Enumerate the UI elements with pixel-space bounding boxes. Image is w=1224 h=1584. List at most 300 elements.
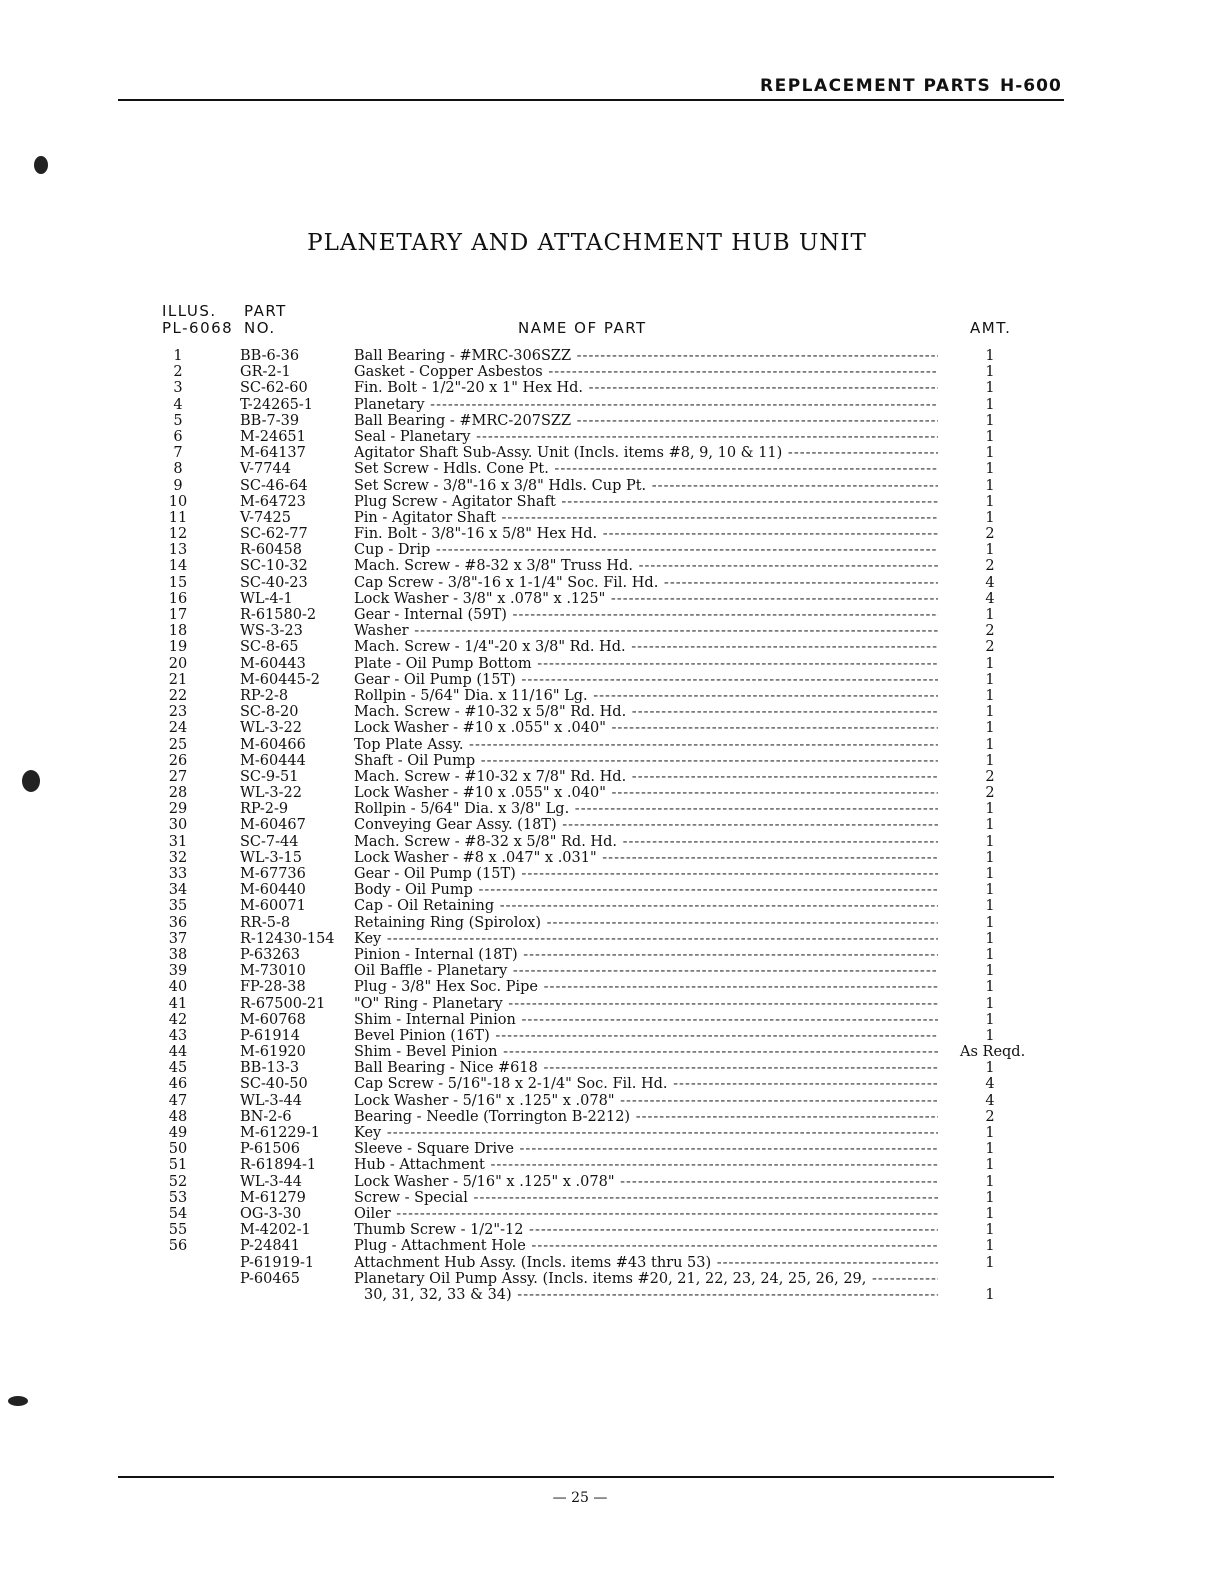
- table-row: [0, 882, 1224, 898]
- part-number: BB-13-3: [240, 1060, 300, 1077]
- table-row: [0, 963, 1224, 979]
- part-name: Lock Washer - 3/8" x .078" x .125" -----: [354, 591, 938, 607]
- part-name: Attachment Hub Assy. (Incls. items #43 thru 53) -----: [354, 1255, 938, 1271]
- bottom-rule: [118, 1476, 1054, 1478]
- part-number: M-64723: [240, 493, 306, 510]
- part-number: WL-3-22: [240, 785, 303, 802]
- column-header-part-line1: PART: [244, 302, 287, 320]
- part-number: FP-28-38: [240, 979, 306, 996]
- amount: 1: [985, 979, 995, 996]
- table-row: [0, 397, 1224, 413]
- item-number: 44: [168, 1044, 188, 1061]
- item-number: 37: [168, 930, 188, 947]
- table-row: [0, 607, 1224, 623]
- item-number: 30: [168, 817, 188, 834]
- table-row: [0, 1141, 1224, 1157]
- amount: 1: [985, 493, 995, 510]
- item-number: 2: [173, 364, 183, 381]
- table-row: [0, 575, 1224, 591]
- part-number: M-64137: [240, 445, 306, 462]
- item-number: 48: [168, 1108, 188, 1125]
- amount: 1: [985, 1011, 995, 1028]
- table-row: [0, 1190, 1224, 1206]
- amount: 2: [985, 639, 995, 656]
- item-number: 9: [173, 477, 183, 494]
- part-name: Lock Washer - 5/16" x .125" x .078" -----: [354, 1174, 938, 1190]
- part-name: Cap - Oil Retaining -----: [354, 898, 938, 914]
- item-number: 56: [168, 1238, 188, 1255]
- part-number: SC-8-65: [240, 639, 299, 656]
- item-number: 42: [168, 1011, 188, 1028]
- part-name: Sleeve - Square Drive -----: [354, 1141, 938, 1157]
- table-row: [0, 542, 1224, 558]
- part-name: Screw - Special -----: [354, 1190, 938, 1206]
- amount: 1: [985, 461, 995, 478]
- table-row: [0, 737, 1224, 753]
- part-name: Pinion - Internal (18T) -----: [354, 947, 938, 963]
- part-number: P-61919-1: [240, 1254, 315, 1271]
- amount: 4: [985, 590, 995, 607]
- item-number: 49: [168, 1125, 188, 1141]
- item-number: 52: [168, 1173, 188, 1190]
- amount: 1: [985, 1173, 995, 1190]
- table-row: [0, 1012, 1224, 1028]
- amount: 1: [985, 720, 995, 737]
- amount: 1: [985, 1125, 995, 1141]
- item-number: 17: [168, 607, 188, 623]
- table-row: [0, 1060, 1224, 1076]
- item-number: 35: [168, 898, 188, 915]
- item-number: 36: [168, 914, 188, 931]
- table-row: [0, 672, 1224, 688]
- part-number: WL-3-44: [240, 1092, 303, 1109]
- part-number: WL-3-44: [240, 1173, 303, 1190]
- table-row: [0, 1238, 1224, 1254]
- item-number: 12: [168, 526, 188, 543]
- amount: 1: [985, 963, 995, 980]
- table-row: [0, 688, 1224, 704]
- amount: 1: [985, 1060, 995, 1077]
- part-name: Key -----: [354, 1125, 938, 1141]
- amount: 1: [985, 817, 995, 834]
- item-number: 27: [168, 768, 188, 785]
- item-number: 54: [168, 1205, 188, 1222]
- column-header-illus-line2: PL-6068: [162, 319, 234, 337]
- item-number: 46: [168, 1076, 188, 1093]
- item-number: 53: [168, 1189, 188, 1206]
- table-row: [0, 1044, 1224, 1060]
- table-row: [0, 380, 1224, 396]
- part-name: Hub - Attachment -----: [354, 1157, 938, 1173]
- parts-table: [0, 348, 1224, 1303]
- table-row: [0, 558, 1224, 574]
- column-header-part-line2: NO.: [244, 319, 276, 337]
- part-name: Rollpin - 5/64" Dia. x 3/8" Lg. -----: [354, 801, 938, 817]
- item-number: 13: [168, 542, 188, 559]
- part-number: SC-62-60: [240, 380, 308, 397]
- amount: 1: [985, 704, 995, 721]
- part-number: WL-3-22: [240, 720, 303, 737]
- table-row: [0, 1125, 1224, 1141]
- item-number: 11: [168, 509, 188, 526]
- amount: 1: [985, 946, 995, 963]
- part-number: SC-40-50: [240, 1076, 308, 1093]
- item-number: 32: [168, 849, 188, 866]
- part-name: Mach. Screw - 1/4"-20 x 3/8" Rd. Hd. -----: [354, 639, 938, 655]
- part-number: BB-7-39: [240, 412, 300, 429]
- part-name: Key -----: [354, 931, 938, 947]
- column-header-amt: AMT.: [970, 319, 1012, 337]
- part-name: Fin. Bolt - 1/2"-20 x 1" Hex Hd. -----: [354, 380, 938, 396]
- item-number: 20: [168, 655, 188, 672]
- amount: 1: [985, 348, 995, 364]
- amount: 1: [985, 930, 995, 947]
- table-row: [0, 915, 1224, 931]
- table-row: [0, 445, 1224, 461]
- part-number: SC-8-20: [240, 704, 299, 721]
- part-number: R-67500-21: [240, 995, 326, 1012]
- part-name: Thumb Screw - 1/2"-12 -----: [354, 1222, 938, 1238]
- part-name: Rollpin - 5/64" Dia. x 11/16" Lg. -----: [354, 688, 938, 704]
- amount: 1: [985, 1238, 995, 1255]
- part-number: M-24651: [240, 428, 306, 445]
- part-number: P-61506: [240, 1141, 300, 1158]
- part-number: V-7425: [240, 509, 291, 526]
- part-number: R-12430-154: [240, 930, 335, 947]
- part-name: Shim - Bevel Pinion -----: [354, 1044, 938, 1060]
- amount: 1: [985, 898, 995, 915]
- part-name: Planetary Oil Pump Assy. (Incls. items #20, 21, 22, 23, 24, 25, 26, 29, -----: [354, 1271, 938, 1287]
- table-row: [0, 1271, 1224, 1287]
- part-name: Bevel Pinion (16T) -----: [354, 1028, 938, 1044]
- table-row: [0, 898, 1224, 914]
- part-name: Cap Screw - 3/8"-16 x 1-1/4" Soc. Fil. Hd. -----: [354, 575, 938, 591]
- table-row: [0, 1028, 1224, 1044]
- part-number: M-73010: [240, 963, 306, 980]
- item-number: 15: [168, 574, 188, 591]
- part-name: Washer -----: [354, 623, 938, 639]
- item-number: 4: [173, 396, 183, 413]
- part-number: M-60467: [240, 817, 306, 834]
- part-number: M-61920: [240, 1044, 306, 1061]
- part-number: SC-46-64: [240, 477, 308, 494]
- item-number: 1: [173, 348, 183, 364]
- item-number: 18: [168, 623, 188, 640]
- part-name: Ball Bearing - Nice #618 -----: [354, 1060, 938, 1076]
- table-row: [0, 1255, 1224, 1271]
- part-number: M-61229-1: [240, 1125, 320, 1141]
- amount: 1: [985, 752, 995, 769]
- part-name: Body - Oil Pump -----: [354, 882, 938, 898]
- table-row: [0, 639, 1224, 655]
- amount: 1: [985, 736, 995, 753]
- header-label: REPLACEMENT PARTS: [760, 76, 992, 96]
- amount: 2: [985, 623, 995, 640]
- item-number: 10: [168, 493, 188, 510]
- item-number: 33: [168, 866, 188, 882]
- part-number: P-61914: [240, 1027, 300, 1044]
- amount: 1: [985, 801, 995, 818]
- table-row: [0, 348, 1224, 364]
- header-model: H-600: [1000, 76, 1062, 96]
- part-number: OG-3-30: [240, 1205, 302, 1222]
- amount: 1: [985, 509, 995, 526]
- item-number: 38: [168, 946, 188, 963]
- part-number: R-61894-1: [240, 1157, 317, 1174]
- item-number: 25: [168, 736, 188, 753]
- part-name-continuation: 30, 31, 32, 33 & 34) -----: [364, 1287, 938, 1303]
- table-row: [0, 591, 1224, 607]
- amount: 4: [985, 1076, 995, 1093]
- table-row-continuation: [0, 1287, 1224, 1303]
- part-number: M-60444: [240, 752, 306, 769]
- part-name: Plug - Attachment Hole -----: [354, 1238, 938, 1254]
- item-number: 22: [168, 687, 188, 704]
- item-number: 16: [168, 590, 188, 607]
- table-row: [0, 1093, 1224, 1109]
- table-row: [0, 834, 1224, 850]
- item-number: 50: [168, 1141, 188, 1158]
- amount: 1: [985, 882, 995, 899]
- part-name: Lock Washer - 5/16" x .125" x .078" -----: [354, 1093, 938, 1109]
- amount: 1: [985, 1286, 995, 1303]
- part-name: Seal - Planetary -----: [354, 429, 938, 445]
- amount: 1: [985, 412, 995, 429]
- item-number: 6: [173, 428, 183, 445]
- column-header-part: [244, 303, 287, 337]
- binding-hole-mark: [8, 1396, 28, 1406]
- amount: 1: [985, 1222, 995, 1239]
- item-number: 31: [168, 833, 188, 850]
- page-title: PLANETARY AND ATTACHMENT HUB UNIT: [307, 230, 867, 256]
- part-number: M-4202-1: [240, 1222, 311, 1239]
- item-number: 7: [173, 445, 183, 462]
- amount: 4: [985, 1092, 995, 1109]
- amount: 1: [985, 1254, 995, 1271]
- part-name: Plug - 3/8" Hex Soc. Pipe -----: [354, 979, 938, 995]
- item-number: 39: [168, 963, 188, 980]
- part-number: M-67736: [240, 866, 306, 882]
- part-name: Set Screw - 3/8"-16 x 3/8" Hdls. Cup Pt. -----: [354, 478, 938, 494]
- table-row: [0, 1076, 1224, 1092]
- amount: 2: [985, 768, 995, 785]
- part-number: M-61279: [240, 1189, 306, 1206]
- part-number: P-24841: [240, 1238, 300, 1255]
- table-row: [0, 510, 1224, 526]
- item-number: 34: [168, 882, 188, 899]
- part-name: Bearing - Needle (Torrington B-2212) -----: [354, 1109, 938, 1125]
- item-number: 47: [168, 1092, 188, 1109]
- table-row: [0, 1157, 1224, 1173]
- amount: 4: [985, 574, 995, 591]
- part-number: RR-5-8: [240, 914, 291, 931]
- amount: 1: [985, 866, 995, 882]
- part-name: Lock Washer - #8 x .047" x .031" -----: [354, 850, 938, 866]
- part-number: M-60466: [240, 736, 306, 753]
- table-row: [0, 704, 1224, 720]
- table-row: [0, 720, 1224, 736]
- item-number: 40: [168, 979, 188, 996]
- amount: As Reqd.: [960, 1044, 1026, 1061]
- table-row: [0, 526, 1224, 542]
- amount: 1: [985, 995, 995, 1012]
- table-row: [0, 947, 1224, 963]
- table-row: [0, 817, 1224, 833]
- amount: 1: [985, 833, 995, 850]
- amount: 1: [985, 1157, 995, 1174]
- table-row: [0, 1222, 1224, 1238]
- amount: 1: [985, 380, 995, 397]
- amount: 1: [985, 1141, 995, 1158]
- item-number: 29: [168, 801, 188, 818]
- part-name: Mach. Screw - #10-32 x 5/8" Rd. Hd. -----: [354, 704, 938, 720]
- top-rule: [118, 99, 1064, 101]
- amount: 1: [985, 477, 995, 494]
- amount: 1: [985, 542, 995, 559]
- amount: 1: [985, 849, 995, 866]
- item-number: 51: [168, 1157, 188, 1174]
- item-number: 41: [168, 995, 188, 1012]
- part-number: P-60465: [240, 1270, 300, 1287]
- amount: 1: [985, 396, 995, 413]
- part-number: WS-3-23: [240, 623, 303, 640]
- part-number: M-60071: [240, 898, 306, 915]
- table-row: [0, 364, 1224, 380]
- binding-hole-mark: [34, 156, 48, 174]
- amount: 1: [985, 445, 995, 462]
- item-number: 24: [168, 720, 188, 737]
- item-number: 5: [173, 412, 183, 429]
- part-name: Gear - Internal (59T) -----: [354, 607, 938, 623]
- part-number: BB-6-36: [240, 348, 300, 364]
- amount: 1: [985, 428, 995, 445]
- amount: 1: [985, 364, 995, 381]
- part-number: M-60768: [240, 1011, 306, 1028]
- part-number: RP-2-9: [240, 801, 289, 818]
- part-number: GR-2-1: [240, 364, 291, 381]
- part-number: M-60445-2: [240, 671, 320, 688]
- part-name: Lock Washer - #10 x .055" x .040" -----: [354, 720, 938, 736]
- part-name: Shaft - Oil Pump -----: [354, 753, 938, 769]
- part-name: Gasket - Copper Asbestos -----: [354, 364, 938, 380]
- part-number: WL-4-1: [240, 590, 293, 607]
- part-number: V-7744: [240, 461, 291, 478]
- item-number: 43: [168, 1027, 188, 1044]
- amount: 1: [985, 1189, 995, 1206]
- amount: 2: [985, 1108, 995, 1125]
- table-row: [0, 656, 1224, 672]
- part-name: Lock Washer - #10 x .055" x .040" -----: [354, 785, 938, 801]
- table-row: [0, 494, 1224, 510]
- item-number: 8: [173, 461, 183, 478]
- item-number: 14: [168, 558, 188, 575]
- column-header-illus: [162, 303, 233, 337]
- part-name: Cup - Drip -----: [354, 542, 938, 558]
- table-row: [0, 413, 1224, 429]
- amount: 1: [985, 687, 995, 704]
- part-number: R-60458: [240, 542, 302, 559]
- amount: 2: [985, 526, 995, 543]
- part-name: Gear - Oil Pump (15T) -----: [354, 866, 938, 882]
- part-name: "O" Ring - Planetary -----: [354, 996, 938, 1012]
- part-number: P-63263: [240, 946, 300, 963]
- part-number: BN-2-6: [240, 1108, 292, 1125]
- part-name: Oil Baffle - Planetary -----: [354, 963, 938, 979]
- part-number: SC-9-51: [240, 768, 299, 785]
- part-name: Gear - Oil Pump (15T) -----: [354, 672, 938, 688]
- part-name: Ball Bearing - #MRC-306SZZ -----: [354, 348, 938, 364]
- table-row: [0, 785, 1224, 801]
- part-number: R-61580-2: [240, 607, 317, 623]
- part-name: Oiler -----: [354, 1206, 938, 1222]
- item-number: 55: [168, 1222, 188, 1239]
- part-number: M-60440: [240, 882, 306, 899]
- amount: 1: [985, 1027, 995, 1044]
- part-name: Pin - Agitator Shaft -----: [354, 510, 938, 526]
- part-name: Agitator Shaft Sub-Assy. Unit (Incls. items #8, 9, 10 & 11) -----: [354, 445, 938, 461]
- table-row: [0, 769, 1224, 785]
- part-name: Mach. Screw - #8-32 x 3/8" Truss Hd. -----: [354, 558, 938, 574]
- part-name: Conveying Gear Assy. (18T) -----: [354, 817, 938, 833]
- part-name: Plug Screw - Agitator Shaft -----: [354, 494, 938, 510]
- part-number: SC-10-32: [240, 558, 308, 575]
- table-row: [0, 801, 1224, 817]
- item-number: 21: [168, 671, 188, 688]
- amount: 1: [985, 655, 995, 672]
- item-number: 26: [168, 752, 188, 769]
- table-row: [0, 753, 1224, 769]
- amount: 1: [985, 914, 995, 931]
- item-number: 3: [173, 380, 183, 397]
- part-name: Shim - Internal Pinion -----: [354, 1012, 938, 1028]
- table-row: [0, 429, 1224, 445]
- amount: 1: [985, 671, 995, 688]
- page-number: — 25 —: [552, 1490, 608, 1506]
- part-number: SC-7-44: [240, 833, 299, 850]
- amount: 1: [985, 607, 995, 623]
- amount: 2: [985, 785, 995, 802]
- part-name: Ball Bearing - #MRC-207SZZ -----: [354, 413, 938, 429]
- table-row: [0, 1206, 1224, 1222]
- part-number: SC-62-77: [240, 526, 308, 543]
- part-name: Plate - Oil Pump Bottom -----: [354, 656, 938, 672]
- part-name: Mach. Screw - #10-32 x 7/8" Rd. Hd. -----: [354, 769, 938, 785]
- table-row: [0, 931, 1224, 947]
- table-row: [0, 1174, 1224, 1190]
- part-number: M-60443: [240, 655, 306, 672]
- column-header-name: NAME OF PART: [518, 319, 647, 337]
- part-name: Cap Screw - 5/16"-18 x 2-1/4" Soc. Fil. Hd. -----: [354, 1076, 938, 1092]
- table-row: [0, 979, 1224, 995]
- part-name: Retaining Ring (Spirolox) -----: [354, 915, 938, 931]
- table-row: [0, 996, 1224, 1012]
- item-number: 28: [168, 785, 188, 802]
- part-number: SC-40-23: [240, 574, 308, 591]
- column-header-illus-line1: ILLUS.: [162, 302, 217, 320]
- table-row: [0, 478, 1224, 494]
- part-number: WL-3-15: [240, 849, 303, 866]
- part-name: Fin. Bolt - 3/8"-16 x 5/8" Hex Hd. -----: [354, 526, 938, 542]
- table-row: [0, 866, 1224, 882]
- amount: 2: [985, 558, 995, 575]
- part-name: Planetary -----: [354, 397, 938, 413]
- part-number: RP-2-8: [240, 687, 289, 704]
- part-name: Mach. Screw - #8-32 x 5/8" Rd. Hd. -----: [354, 834, 938, 850]
- item-number: 23: [168, 704, 188, 721]
- item-number: 45: [168, 1060, 188, 1077]
- part-name: Set Screw - Hdls. Cone Pt. -----: [354, 461, 938, 477]
- table-row: [0, 461, 1224, 477]
